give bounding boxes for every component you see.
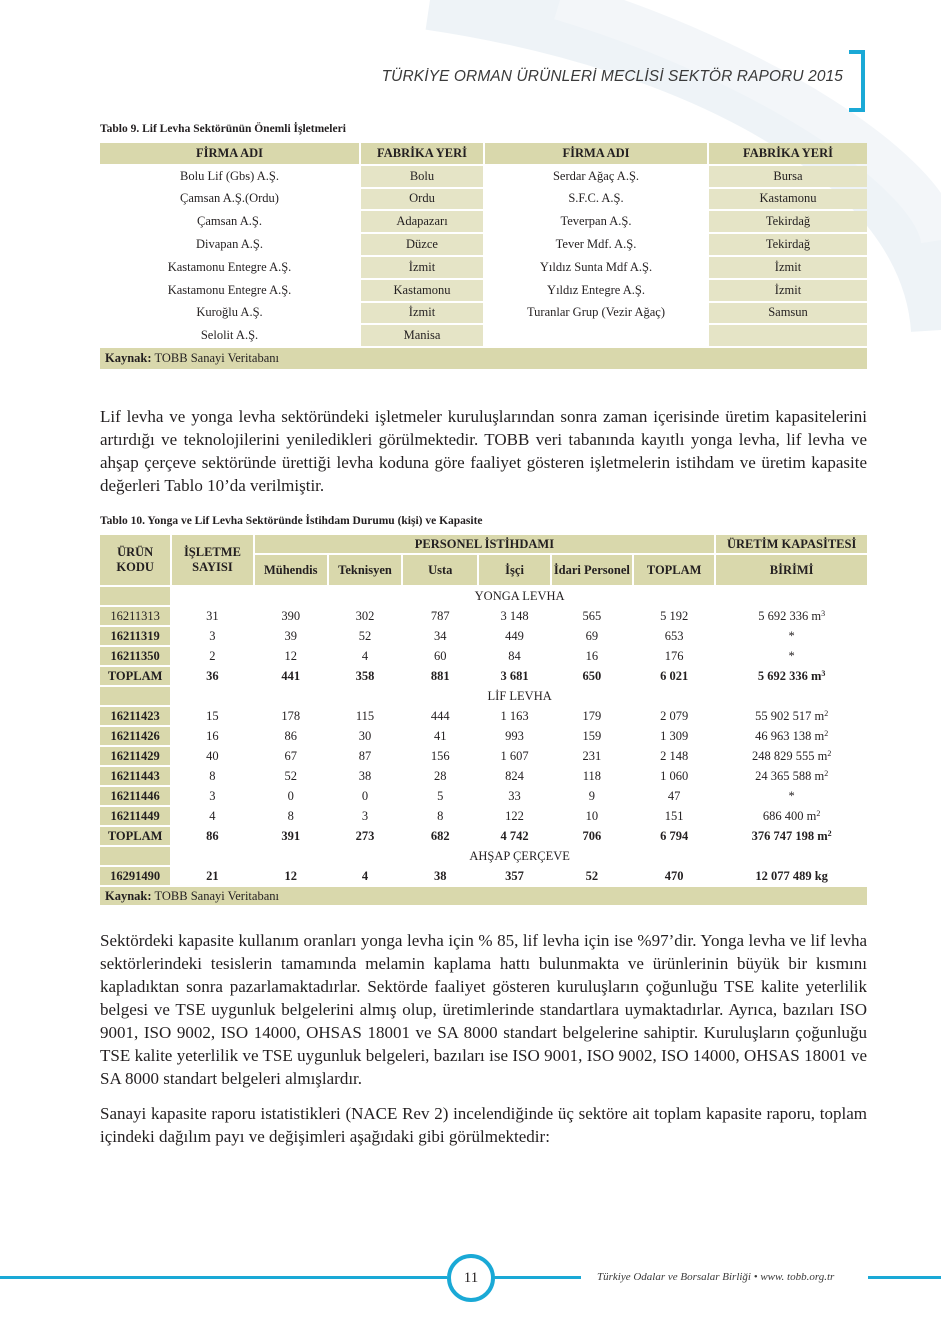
table10-cell: 41 bbox=[403, 727, 477, 745]
paragraph-2: Sektördeki kapasite kullanım oranları yonga levha için % 85, lif levha için ise %97’dir. Yonga levha ve lif levha sektörlerindeki tesislerin tamamında melamin kaplama hattı bulunmakta ve ürünlerinin büyük bir kısmını kapladıktan sonra pazarlamaktadırlar. Sektörde faaliyet gösteren kuruluşların çoğunluğu TSE kalite yeterlilik belgesi ve TSE uygunluk belgelerini almış olup, üretimlerinde standartlara uymaktadırlar. Ayrıca, bazıları ISO 9001, ISO 9002, ISO 14000, OHSAS 18001 ve SA 8000 standart belgelerine sahiptir. Kuruluşların çoğunluğu TSE kalite yeterlilik ve TSE uygunluk belgeleri, bazıları ise ISO 9001, ISO 9002, ISO 14000, OHSAS 18001 ve SA 8000 standart belgeleri almışlardır. bbox=[100, 931, 867, 1088]
table9-cell: Düzce bbox=[361, 234, 483, 255]
table10-cell: 650 bbox=[552, 667, 632, 685]
table10-cell: 34 bbox=[403, 627, 477, 645]
table10-cell: 390 bbox=[255, 607, 327, 625]
table10-cell: 3 148 bbox=[479, 607, 549, 625]
table10-cell: 30 bbox=[329, 727, 401, 745]
table9-row bbox=[100, 325, 867, 346]
table9-cell: Turanlar Grup (Vezir Ağaç) bbox=[485, 303, 707, 324]
table10-capacity: 686 400 $m^2$ bbox=[716, 807, 867, 825]
header-title: TÜRKİYE ORMAN ÜRÜNLERİ MECLİSİ SEKTÖR RAPORU 2015 bbox=[381, 68, 843, 85]
table10-row bbox=[100, 607, 867, 625]
table9-cell: Kastamonu Entegre A.Ş. bbox=[100, 257, 359, 278]
table10-header-usta: Usta bbox=[403, 555, 477, 585]
table10-header-toplam: TOPLAM bbox=[634, 555, 714, 585]
table9-cell: Kuroğlu A.Ş. bbox=[100, 303, 359, 324]
footer-rule bbox=[0, 1276, 447, 1279]
table10-cell: 653 bbox=[634, 627, 714, 645]
table10-cell: 176 bbox=[634, 647, 714, 665]
table10-cell: 231 bbox=[552, 747, 632, 765]
table9-cell: Ordu bbox=[361, 189, 483, 210]
table10-cell: 151 bbox=[634, 807, 714, 825]
table10-cell: 787 bbox=[403, 607, 477, 625]
table9-cell: Bursa bbox=[709, 166, 867, 187]
table10-row bbox=[100, 707, 867, 725]
table10-row bbox=[100, 727, 867, 745]
table10-cell: 449 bbox=[479, 627, 549, 645]
table10-code: 16211429 bbox=[100, 747, 170, 765]
table10-cell: 2 bbox=[172, 647, 252, 665]
table9-header: FABRİKA YERİ bbox=[361, 143, 483, 164]
table10-capacity: * bbox=[716, 787, 867, 805]
table9-cell: Bolu bbox=[361, 166, 483, 187]
table10 bbox=[98, 533, 869, 907]
table10-row bbox=[100, 807, 867, 825]
table10-capacity: 55 902 517 $m^2$ bbox=[716, 707, 867, 725]
table9-cell: Serdar Ağaç A.Ş. bbox=[485, 166, 707, 187]
table10-capacity: 376 747 198 $m^2$ bbox=[716, 827, 867, 845]
table10-cell: 10 bbox=[552, 807, 632, 825]
table10-cell: 38 bbox=[403, 867, 477, 885]
table10-capacity: * bbox=[716, 627, 867, 645]
table10-cell: 4 bbox=[329, 867, 401, 885]
table10-cell: 12 bbox=[255, 647, 327, 665]
table9-cell: İzmit bbox=[709, 257, 867, 278]
table10-cell: 9 bbox=[552, 787, 632, 805]
table10-row bbox=[100, 747, 867, 765]
table10-cell: 1 309 bbox=[634, 727, 714, 745]
table10-cell: 4 bbox=[329, 647, 401, 665]
table10-header-muhendis: Mühendis bbox=[255, 555, 327, 585]
table10-header-urun: ÜRÜN KODU bbox=[100, 535, 170, 585]
table10-capacity: 12 077 489 kg bbox=[716, 867, 867, 885]
table9-cell: İzmit bbox=[361, 303, 483, 324]
table9-row bbox=[100, 257, 867, 278]
table9-cell: Adapazarı bbox=[361, 211, 483, 232]
footer-rule bbox=[868, 1276, 941, 1279]
table10-cell: 565 bbox=[552, 607, 632, 625]
table10-cell: 6 794 bbox=[634, 827, 714, 845]
table10-cell: 391 bbox=[255, 827, 327, 845]
table9-cell: İzmit bbox=[361, 257, 483, 278]
table10-cell: 52 bbox=[255, 767, 327, 785]
table10-cell: 8 bbox=[172, 767, 252, 785]
table10-cell: 31 bbox=[172, 607, 252, 625]
table9 bbox=[98, 141, 869, 371]
table10-cell: 12 bbox=[255, 867, 327, 885]
table9-row bbox=[100, 303, 867, 324]
table10-capacity: 5 692 336 $m^3$ bbox=[716, 607, 867, 625]
table10-cell bbox=[100, 687, 170, 705]
table9-row bbox=[100, 234, 867, 255]
table10-cell: 993 bbox=[479, 727, 549, 745]
table10-header-uretim: ÜRETİM KAPASİTESİ bbox=[716, 535, 867, 553]
table10-cell: 84 bbox=[479, 647, 549, 665]
table9-caption: Tablo 9. Lif Levha Sektörünün Önemli İşletmeleri bbox=[100, 123, 346, 135]
table10-capacity: 46 963 138 $m^2$ bbox=[716, 727, 867, 745]
table10-code: 16291490 bbox=[100, 867, 170, 885]
table9-cell: Tekirdağ bbox=[709, 234, 867, 255]
table10-header-personel: PERSONEL İSTİHDAMI bbox=[255, 535, 715, 553]
table10-cell: 52 bbox=[552, 867, 632, 885]
table10-cell: 33 bbox=[479, 787, 549, 805]
table10-cell: 3 681 bbox=[479, 667, 549, 685]
table10-cell: 6 021 bbox=[634, 667, 714, 685]
table10-cell: 881 bbox=[403, 667, 477, 685]
table10-group-row bbox=[100, 587, 867, 605]
table9-cell: S.F.C. A.Ş. bbox=[485, 189, 707, 210]
table10-cell: 706 bbox=[552, 827, 632, 845]
table10-cell: 4 bbox=[172, 807, 252, 825]
table10-code: 16211319 bbox=[100, 627, 170, 645]
table10-code: 16211423 bbox=[100, 707, 170, 725]
table10-cell: 470 bbox=[634, 867, 714, 885]
table10-cell: 67 bbox=[255, 747, 327, 765]
table9-header: FİRMA ADI bbox=[100, 143, 359, 164]
table10-capacity: 248 829 555 $m^2$ bbox=[716, 747, 867, 765]
table9-cell: Kastamonu bbox=[361, 280, 483, 301]
table10-cell: 38 bbox=[329, 767, 401, 785]
table9-cell: Selolit A.Ş. bbox=[100, 325, 359, 346]
table10-cell: 824 bbox=[479, 767, 549, 785]
table9-cell: Bolu Lif (Gbs) A.Ş. bbox=[100, 166, 359, 187]
table10-group-label: LİF LEVHA bbox=[172, 687, 867, 705]
table10-cell: 52 bbox=[329, 627, 401, 645]
table10-header-isletme: İŞLETME SAYISI bbox=[172, 535, 252, 585]
table10-cell: 115 bbox=[329, 707, 401, 725]
table9-row bbox=[100, 211, 867, 232]
table10-group-row bbox=[100, 847, 867, 865]
table10-cell: 5 bbox=[403, 787, 477, 805]
table10-cell: 0 bbox=[329, 787, 401, 805]
table10-cell: 122 bbox=[479, 807, 549, 825]
table10-cell: 357 bbox=[479, 867, 549, 885]
table10-cell: 3 bbox=[172, 787, 252, 805]
table10-cell: 28 bbox=[403, 767, 477, 785]
table9-header: FABRİKA YERİ bbox=[709, 143, 867, 164]
table10-cell: 1 607 bbox=[479, 747, 549, 765]
table10-cell: 87 bbox=[329, 747, 401, 765]
table10-cell: 5 192 bbox=[634, 607, 714, 625]
table10-group-row bbox=[100, 687, 867, 705]
table10-cell: 118 bbox=[552, 767, 632, 785]
table9-cell: Manisa bbox=[361, 325, 483, 346]
table10-capacity: * bbox=[716, 647, 867, 665]
table10-cell: 60 bbox=[403, 647, 477, 665]
table10-cell: 178 bbox=[255, 707, 327, 725]
table10-cell: 156 bbox=[403, 747, 477, 765]
paragraph-3: Sanayi kapasite raporu istatistikleri (NACE Rev 2) incelendiğinde üç sektöre ait toplam kapasite raporu, toplam içindeki dağılım payı ve değişimleri aşağıdaki gibi görülmektedir: bbox=[100, 1104, 867, 1146]
table10-cell: 86 bbox=[255, 727, 327, 745]
table10-cell: 3 bbox=[329, 807, 401, 825]
table9-cell: Yıldız Entegre A.Ş. bbox=[485, 280, 707, 301]
table9-cell bbox=[485, 325, 707, 346]
footer-text: Türkiye Odalar ve Borsalar Birliği • www. tobb.org.tr bbox=[597, 1271, 835, 1283]
table10-code: 16211313 bbox=[100, 607, 170, 625]
table9-cell: Samsun bbox=[709, 303, 867, 324]
table10-cell: 273 bbox=[329, 827, 401, 845]
table10-cell bbox=[100, 587, 170, 605]
table9-cell bbox=[709, 325, 867, 346]
table10-cell: 302 bbox=[329, 607, 401, 625]
table10-cell: 441 bbox=[255, 667, 327, 685]
table10-capacity: 24 365 588 $m^2$ bbox=[716, 767, 867, 785]
table10-group-label: AHŞAP ÇERÇEVE bbox=[172, 847, 867, 865]
table9-cell: Kastamonu Entegre A.Ş. bbox=[100, 280, 359, 301]
page-number: 11 bbox=[447, 1254, 495, 1302]
table10-code: 16211446 bbox=[100, 787, 170, 805]
table10-cell: 0 bbox=[255, 787, 327, 805]
table10-cell: 179 bbox=[552, 707, 632, 725]
table9-cell: Yıldız Sunta Mdf A.Ş. bbox=[485, 257, 707, 278]
table10-source: Kaynak: TOBB Sanayi Veritabanı bbox=[100, 887, 867, 905]
table10-cell: 16 bbox=[172, 727, 252, 745]
table10-caption: Tablo 10. Yonga ve Lif Levha Sektöründe İstihdam Durumu (kişi) ve Kapasite bbox=[100, 515, 483, 527]
table9-row bbox=[100, 166, 867, 187]
table10-row bbox=[100, 827, 867, 845]
table10-code: 16211350 bbox=[100, 647, 170, 665]
table10-cell: 3 bbox=[172, 627, 252, 645]
table10-cell: 16 bbox=[552, 647, 632, 665]
table9-cell: Teverpan A.Ş. bbox=[485, 211, 707, 232]
table10-group-label: YONGA LEVHA bbox=[172, 587, 867, 605]
table9-cell: Tever Mdf. A.Ş. bbox=[485, 234, 707, 255]
table10-row bbox=[100, 767, 867, 785]
table9-row bbox=[100, 189, 867, 210]
table10-cell: 39 bbox=[255, 627, 327, 645]
table9-cell: Divapan A.Ş. bbox=[100, 234, 359, 255]
table10-cell: 86 bbox=[172, 827, 252, 845]
table10-cell: 159 bbox=[552, 727, 632, 745]
table10-cell: 358 bbox=[329, 667, 401, 685]
table9-row bbox=[100, 280, 867, 301]
paragraph-1: Lif levha ve yonga levha sektöründeki işletmeler kuruluşlarından sonra zaman içerisinde üretim kapasitelerini artırdığı ve teknolojilerini yeniledikleri görülmektedir. TOBB veri tabanında kayıtlı yonga levha, lif levha ve ahşap çerçeve sektöründe ürettiği levha koduna göre faaliyet gösteren işletmelerin istihdam ve üretim kapasite değerleri Tablo 10’da verilmiştir. bbox=[100, 407, 867, 495]
table9-cell: Tekirdağ bbox=[709, 211, 867, 232]
table10-cell: 69 bbox=[552, 627, 632, 645]
table10-cell: 40 bbox=[172, 747, 252, 765]
table10-header-isci: İşçi bbox=[479, 555, 549, 585]
table9-cell: Kastamonu bbox=[709, 189, 867, 210]
table10-cell: 8 bbox=[255, 807, 327, 825]
table10-code: 16211443 bbox=[100, 767, 170, 785]
table10-row bbox=[100, 787, 867, 805]
table10-row bbox=[100, 647, 867, 665]
table9-source: Kaynak: TOBB Sanayi Veritabanı bbox=[100, 348, 867, 369]
table10-cell: 47 bbox=[634, 787, 714, 805]
table10-cell bbox=[100, 847, 170, 865]
table10-cell: 444 bbox=[403, 707, 477, 725]
table9-cell: Çamsan A.Ş.(Ordu) bbox=[100, 189, 359, 210]
table10-cell: 1 060 bbox=[634, 767, 714, 785]
table10-row bbox=[100, 867, 867, 885]
table10-cell: 682 bbox=[403, 827, 477, 845]
table10-row bbox=[100, 627, 867, 645]
table10-cell: 1 163 bbox=[479, 707, 549, 725]
table10-cell: 21 bbox=[172, 867, 252, 885]
table9-cell: Çamsan A.Ş. bbox=[100, 211, 359, 232]
header-bracket bbox=[849, 50, 865, 112]
table10-cell: 2 148 bbox=[634, 747, 714, 765]
table10-cell: 15 bbox=[172, 707, 252, 725]
table10-cell: 4 742 bbox=[479, 827, 549, 845]
table10-header-birim: BİRİMİ bbox=[716, 555, 867, 585]
table10-cell: 8 bbox=[403, 807, 477, 825]
table10-code: TOPLAM bbox=[100, 667, 170, 685]
footer-rule bbox=[493, 1276, 581, 1279]
table10-row bbox=[100, 667, 867, 685]
table9-header: FİRMA ADI bbox=[485, 143, 707, 164]
table10-code: TOPLAM bbox=[100, 827, 170, 845]
table9-cell: İzmit bbox=[709, 280, 867, 301]
table10-cell: 36 bbox=[172, 667, 252, 685]
table10-header-idari: İdari Personel bbox=[552, 555, 632, 585]
table10-code: 16211449 bbox=[100, 807, 170, 825]
table10-cell: 2 079 bbox=[634, 707, 714, 725]
table10-header-teknisyen: Teknisyen bbox=[329, 555, 401, 585]
table10-capacity: 5 692 336 $m^3$ bbox=[716, 667, 867, 685]
table10-code: 16211426 bbox=[100, 727, 170, 745]
